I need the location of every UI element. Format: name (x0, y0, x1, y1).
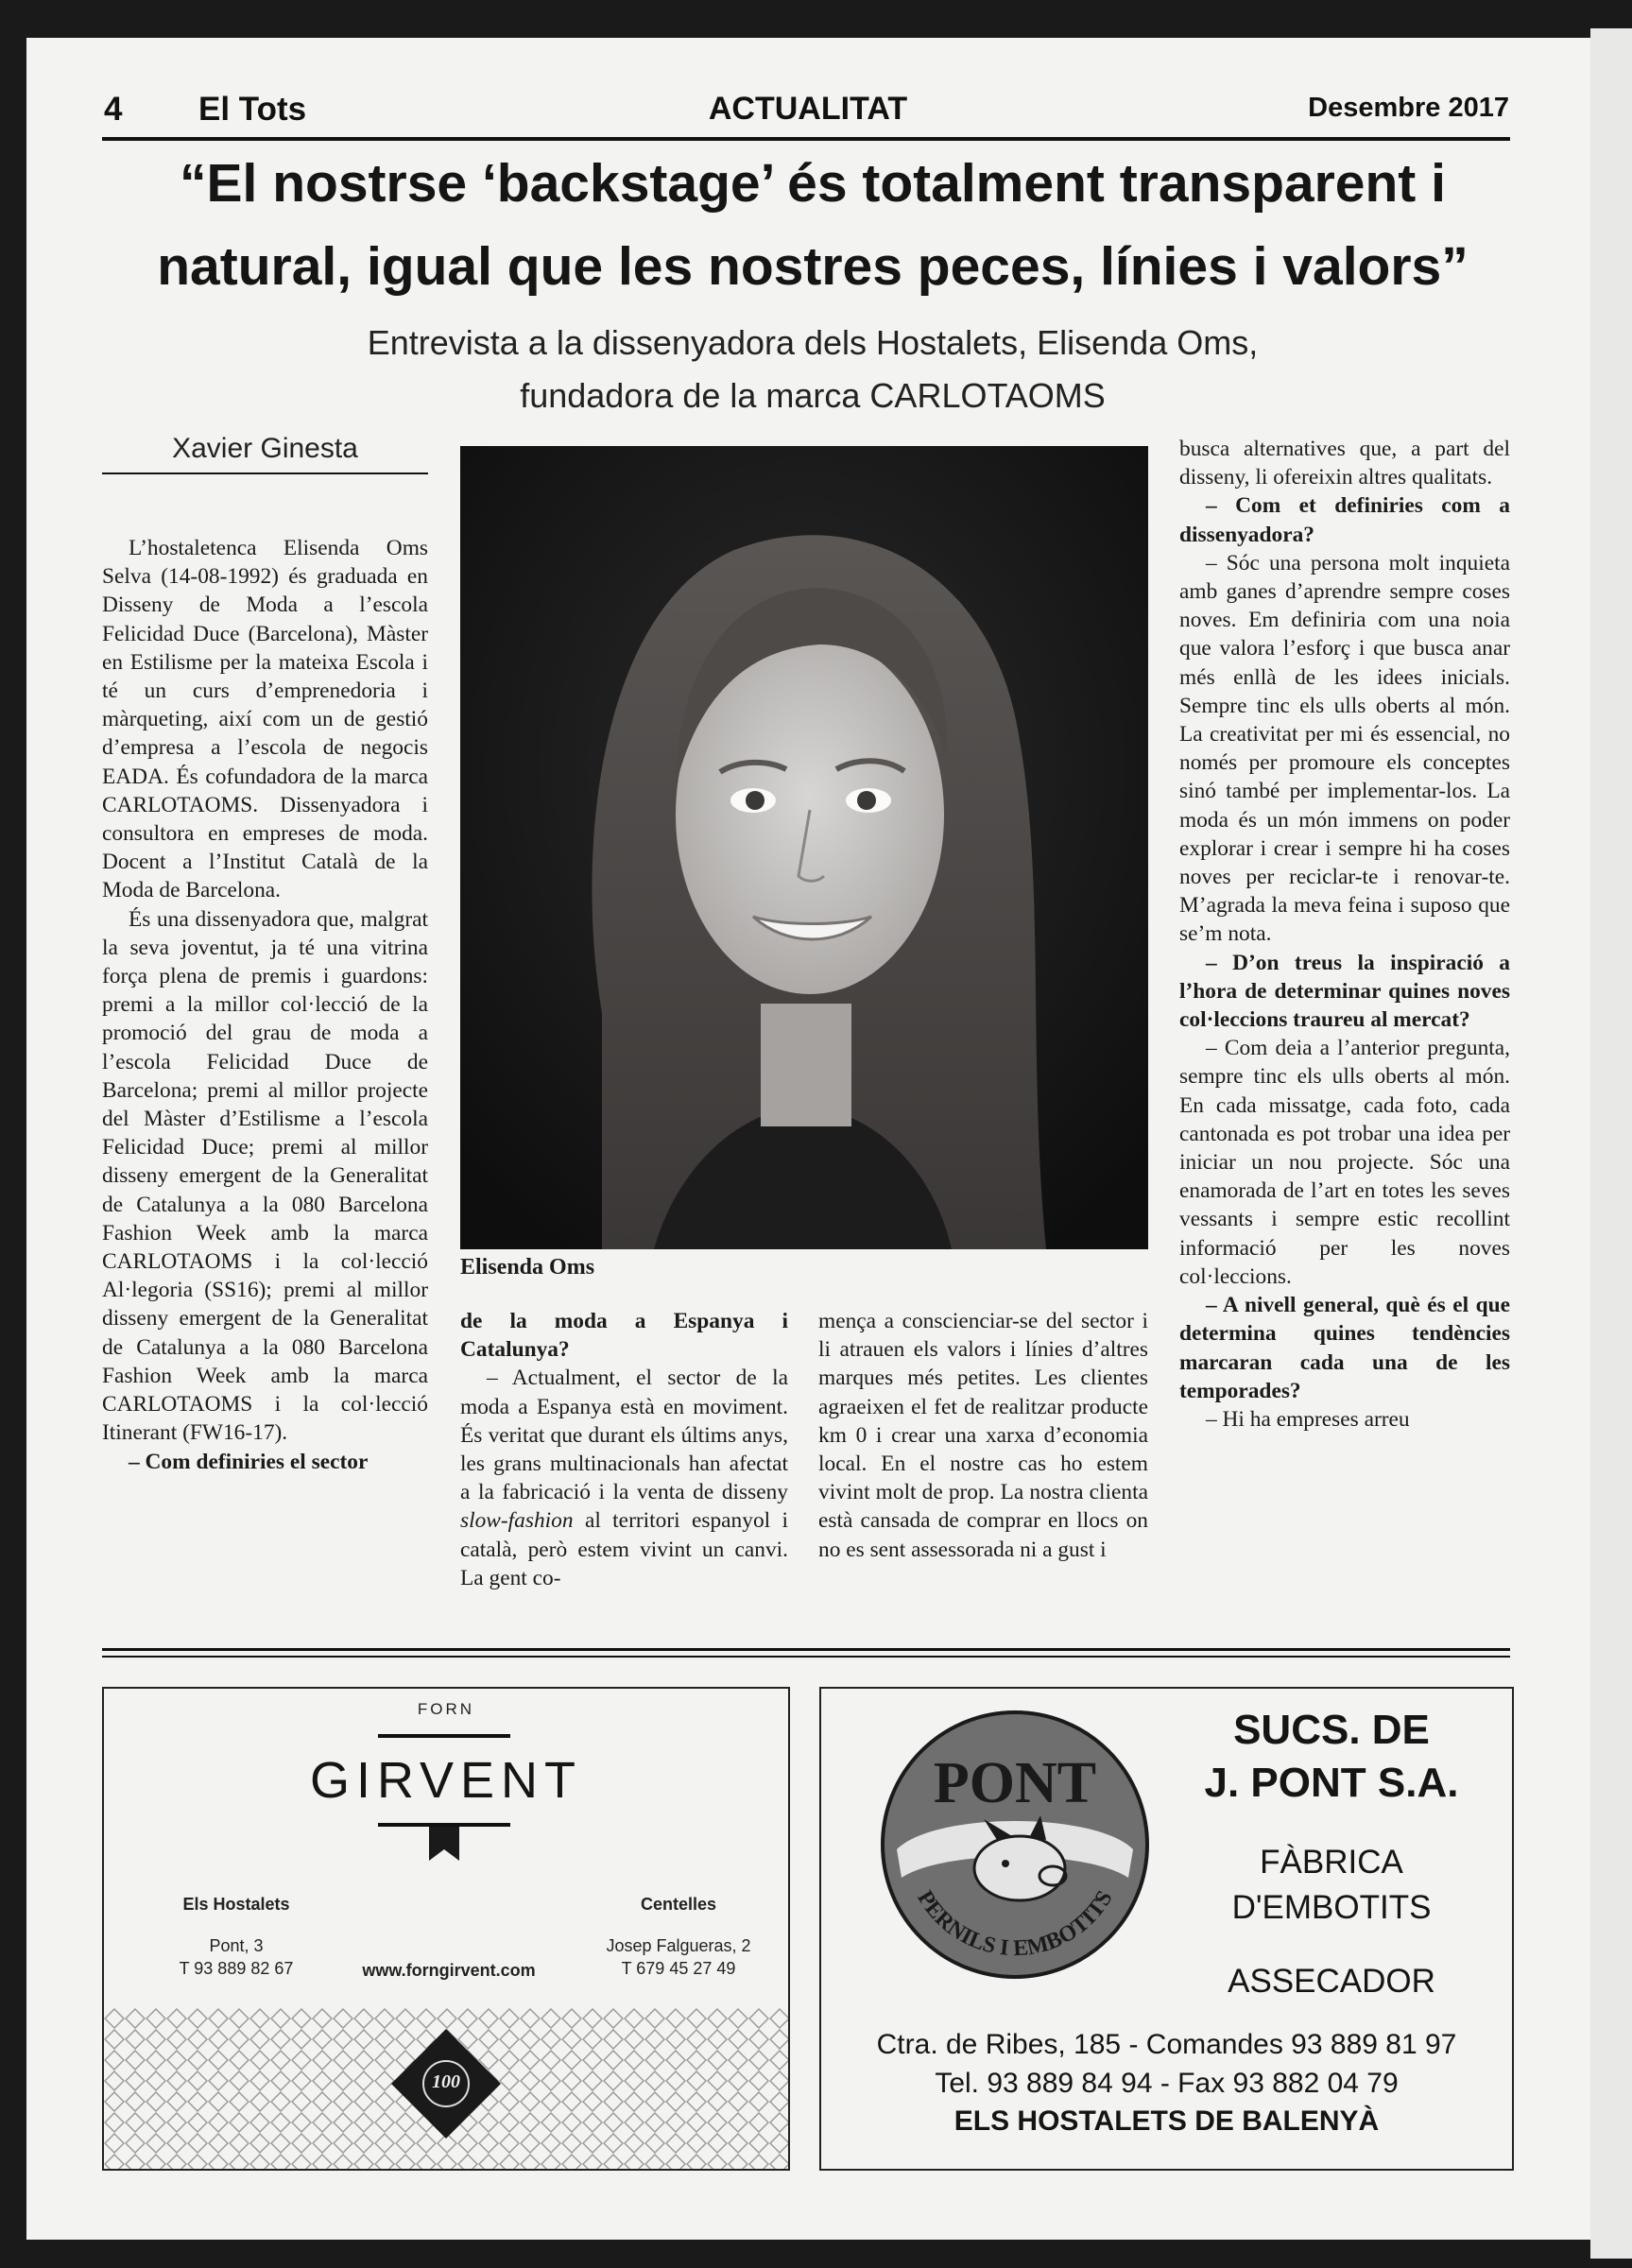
girvent-right-address: Josep Falgueras, 2 (606, 1936, 751, 1955)
answer-sector: – Actualment, el sector de la moda a Espanya està en moviment. És veritat que durant els últims anys, les grans multinacionals han afectat a la fabricació i la venta de disseny slow-fashion al territori espanyol i català, però estem vivint un canvi. La gent co- (460, 1366, 788, 1590)
header-rule (102, 137, 1510, 141)
girvent-brand: GIRVENT (309, 1752, 583, 1809)
article-column-4 (1179, 435, 1510, 1434)
portrait-photo (460, 446, 1148, 1249)
awards-paragraph: És una dissenyadora que, malgrat la seva joventut, ja té una vitrina força plena de premis i guardons: premi a la millor col·lecció de la promoció del grau de moda a l’escola Felicidad Duce de Barcelona; premi al millor projecte del Màster d’Estilisme a l’escola Felicidad Duce; premi al millor disseny emergent de la Generalitat de Catalunya a la 080 Barcelona Fashion Week amb la marca CARLOTAOMS i la col·lecció Al·legoria (SS16); premi al millor disseny emergent de la Generalitat de Catalunya a la 080 Barcelona Fashion Week amb la marca CARLOTAOMS i la col·lecció Itinerant (FW16-17). (102, 906, 428, 1446)
girvent-website[interactable]: www.forngirvent.com (362, 1961, 536, 1980)
girvent-ad (102, 1687, 790, 2171)
question-sector-continued: de la moda a Espanya i Catalunya? (460, 1309, 788, 1363)
photo-caption: Elisenda Oms (460, 1255, 595, 1280)
pont-logo-ring-text: PERNILS I EMBOTITS (912, 1886, 1118, 1962)
byline-rule (102, 472, 428, 474)
pont-company-name: SUCS. DE J. PONT S.A. (1204, 1707, 1459, 1806)
pont-logo-wordmark: PONT (933, 1751, 1097, 1815)
article-column-2 (460, 1307, 788, 1592)
author-byline: Xavier Ginesta (172, 433, 358, 464)
pont-products: FÀBRICA D'EMBOTITS (1231, 1844, 1432, 1926)
pont-logo (878, 1708, 1152, 1982)
next-page-edge (1590, 28, 1632, 2259)
girvent-left-town: Els Hostalets (182, 1895, 290, 1914)
article-column-3 (818, 1307, 1148, 1564)
section-name: ACTUALITAT (708, 91, 908, 127)
girvent-left-phone: T 93 889 82 67 (179, 1959, 294, 1978)
girvent-rule-top (378, 1734, 510, 1738)
title-line-2: natural, igual que les nostres peces, línies i valors” (157, 236, 1469, 297)
pont-town: ELS HOSTALETS DE BALENYÀ (953, 2105, 1380, 2137)
girvent-small-title: FORN (417, 1700, 475, 1718)
article-subtitle (94, 317, 1531, 422)
issue-date: Desembre 2017 (1308, 93, 1509, 123)
portrait-illustration (460, 446, 1148, 1249)
girvent-ribbon-icon (421, 1827, 467, 1866)
col4-answer-2: – Sóc una persona molt inquieta amb ganes d’aprendre sempre coses noves. Em definiria com una noia que valora l’esforç i que busca anar més enllà de les idees inicials. Sempre tinc els ulls oberts al món. La creativitat per mi és essencial, no només per promoure els conceptes sinó també per implementar-los. La moda és un món immens on poder explorar i crear i sempre hi ha coses noves per reciclar-te i renovar-te. M’agrada la meva feina i suposo que se’m nota. (1179, 550, 1510, 947)
article-column-1 (102, 534, 428, 1476)
col4-question-2: – D’on treus la inspiració a l’hora de determinar quines noves col·leccions traureu al mercat? (1179, 950, 1510, 1033)
pont-ad (819, 1687, 1514, 2171)
answer-sector-continued: mença a conscienciar-se del sector i li atrauen els valors i línies d’altres marques més petites. Les clientes agraeixen el fet de realitzar producte km 0 i crear una xarxa d’economia local. En el nostre cas ho estem vivint molt de prop. La nostra clienta està cansada de comprar en llocs on no es sent assessorada ni a gust i (818, 1309, 1148, 1562)
col4-answer-3: – Com deia a l’anterior pregunta, sempre tinc els ulls oberts al món. En cada missatge, cada foto, cada cantonada es pot trobar una idea per iniciar un nou projecte. Sóc una enamorada de l’art en totes les seves vessants i sempre estic recollint informació per les noves col·leccions. (1179, 1036, 1510, 1289)
girvent-right-town: Centelles (640, 1895, 717, 1914)
girvent-left-address: Pont, 3 (209, 1936, 264, 1955)
subtitle-line-1: Entrevista a la dissenyadora dels Hostalets, Elisenda Oms, (367, 323, 1259, 362)
subtitle-line-2: fundadora de la marca CARLOTAOMS (520, 376, 1106, 415)
col4-question-3: – A nivell general, què és el que determina quines tendències marcaran cada una de les temporades? (1179, 1293, 1510, 1403)
page-number: 4 (104, 91, 123, 128)
col4-question-1: – Com et definiries com a dissenyadora? (1179, 493, 1510, 547)
pont-address: Ctra. de Ribes, 185 - Comandes 93 889 81 97 (876, 2029, 1457, 2060)
col4-answer-1: busca alternatives que, a part del disseny, li ofereixin altres qualitats. (1179, 437, 1510, 490)
question-sector: – Com definiries el sector (129, 1449, 369, 1474)
col4-answer-4: – Hi ha empreses arreu (1206, 1406, 1410, 1432)
ads-rule-top (102, 1648, 1510, 1651)
girvent-right-phone: T 679 45 27 49 (621, 1959, 736, 1978)
article-title (94, 142, 1531, 308)
bio-paragraph: L’hostaletenca Elisenda Oms Selva (14-08-1992) és graduada en Disseny de Moda a l’escola Felicidad Duce (Barcelona), Màster en Estilisme per la mateixa Escola i té un curs d’emprenedoria i màrqueting, així com un de gestió d’empresa a l’escola de negocis EADA. És cofundadora de la marca CARLOTAOMS. Dissenyadora i consultora en empreses de moda. Docent a l’Institut Català de la Moda de Barcelona. (102, 536, 428, 903)
pont-phones: Tel. 93 889 84 94 - Fax 93 882 04 79 (935, 2068, 1399, 2099)
pont-product-dryer: ASSECADOR (1228, 1963, 1435, 2000)
title-line-1: “El nostrse ‘backstage’ és totalment transparent i (180, 153, 1446, 214)
girvent-badge-number: 100 (432, 2071, 460, 2092)
ads-rule-bottom (102, 1656, 1510, 1658)
publication-name: El Tots (198, 91, 307, 128)
